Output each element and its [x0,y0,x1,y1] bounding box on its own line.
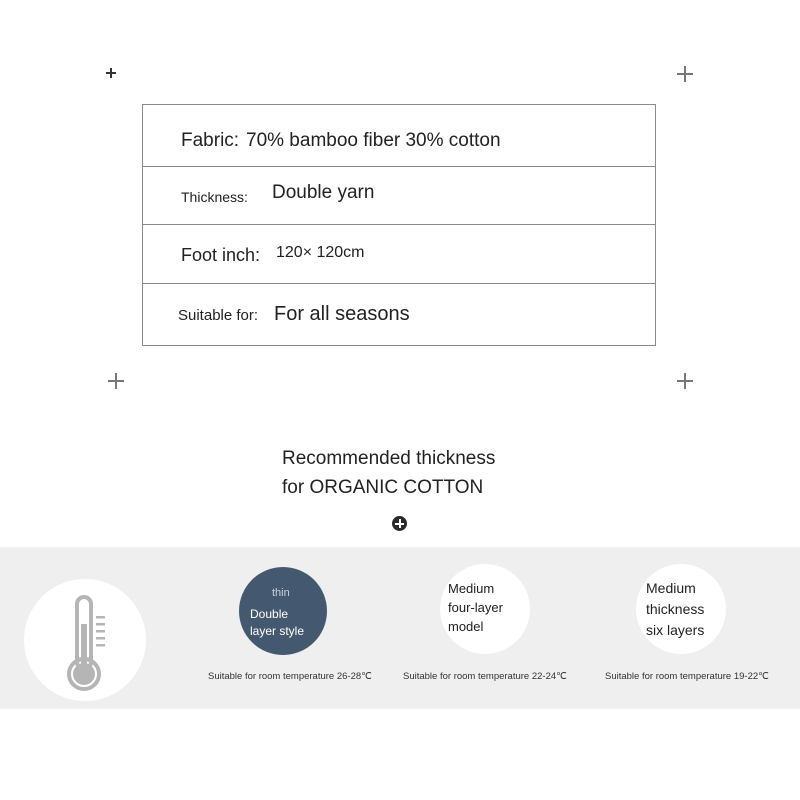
recommend-heading [282,444,495,502]
thermometer-icon [24,579,146,701]
spec-value: Double yarn [272,182,375,203]
spec-row-season [143,283,655,345]
spec-label: Thickness: [181,189,248,205]
spec-label: Suitable for: [178,307,259,324]
corner-plus-icon-bottom-left [108,373,124,389]
option-line-2: thickness [646,601,705,617]
spec-value: For all seasons [274,303,410,325]
corner-plus-icon-top-right [677,66,693,82]
corner-plus-icon-top-left [106,68,116,78]
spec-value: 120× 120cm [276,244,365,261]
option-tag: thin [272,587,290,599]
option-line-2: layer style [250,624,305,638]
recommend-line-2: for ORGANIC COTTON [282,477,484,498]
option-line-3: model [448,619,484,634]
option-medium-four-layer[interactable] [440,564,530,654]
option-caption: Suitable for room temperature 19-22℃ [605,671,769,682]
spec-value: 70% bamboo fiber 30% cotton [246,130,501,151]
plus-circle-icon [392,516,407,531]
option-line-1: Medium [646,580,696,596]
option-thin-double-layer[interactable] [239,567,327,655]
recommend-line-1: Recommended thickness [282,448,496,469]
spec-row-size [143,224,655,284]
option-line-1: Double [250,607,289,621]
option-caption: Suitable for room temperature 22-24℃ [403,671,567,682]
spec-label: Foot inch: [181,245,261,265]
option-caption: Suitable for room temperature 26-28℃ [208,671,372,682]
option-line-1: Medium [448,581,495,596]
spec-label: Fabric: [181,130,240,151]
spec-table [142,104,656,346]
option-line-3: six layers [646,622,705,638]
thickness-options-band [0,547,800,709]
option-line-2: four-layer [448,600,503,615]
option-medium-six-layers[interactable] [636,564,726,654]
spec-row-fabric [143,105,655,167]
corner-plus-icon-bottom-right [677,373,693,389]
thermometer-badge [24,579,146,701]
spec-row-thickness [143,166,655,225]
